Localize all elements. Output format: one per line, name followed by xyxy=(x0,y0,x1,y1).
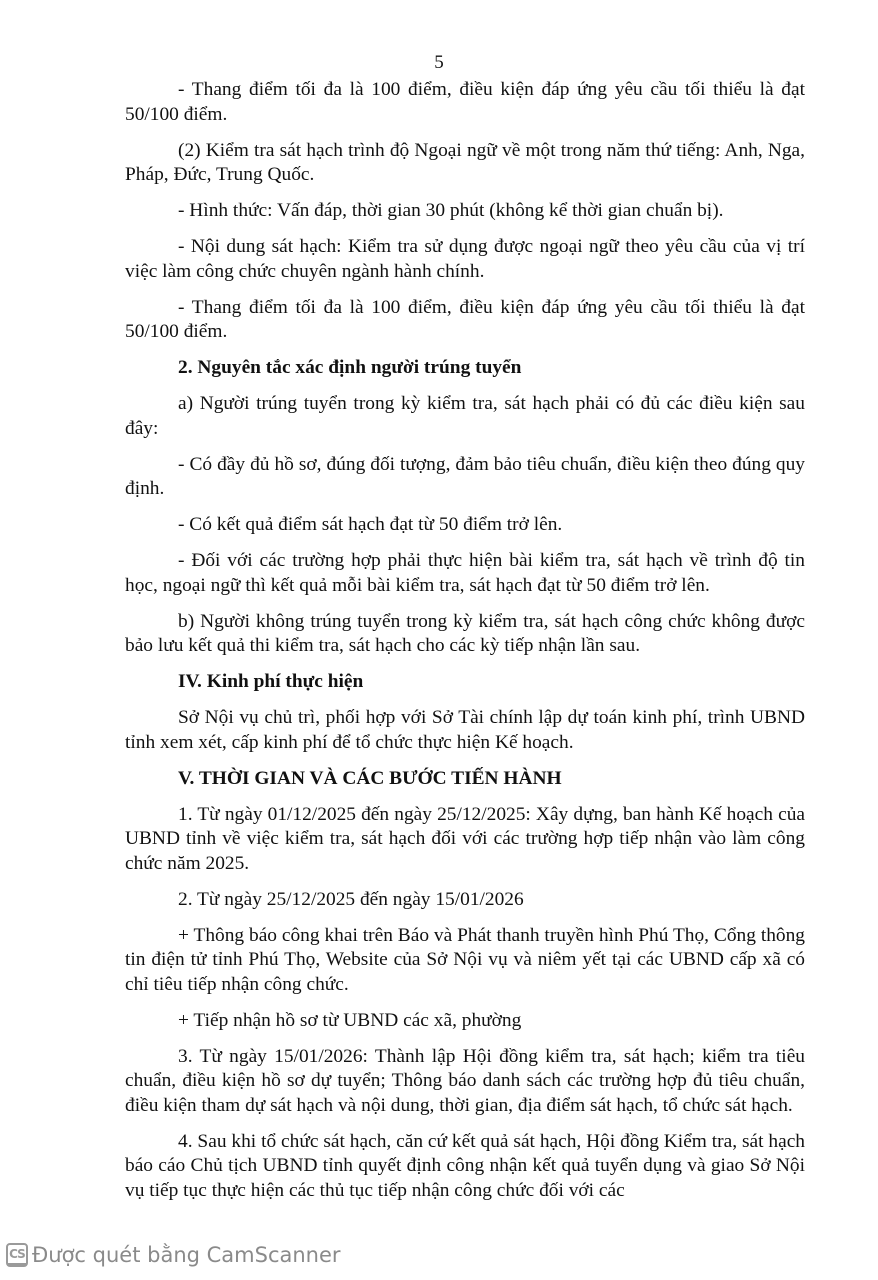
paragraph: - Thang điểm tối đa là 100 điểm, điều kiện đáp ứng yêu cầu tối thiểu là đạt 50/100 điểm. xyxy=(125,79,805,125)
camscanner-watermark xyxy=(6,1243,341,1267)
paragraph: 2. Từ ngày 25/12/2025 đến ngày 15/01/2026 xyxy=(178,888,524,910)
paragraph: + Tiếp nhận hồ sơ từ UBND các xã, phường xyxy=(178,1009,522,1031)
paragraph: 3. Từ ngày 15/01/2026: Thành lập Hội đồng kiểm tra, sát hạch; kiểm tra tiêu chuẩn, điều kiện hồ sơ dự tuyển; Thông báo danh sách các trường hợp đủ tiêu chuẩn, điều kiện tham dự sát hạch và nội dung, thời gian, địa điểm sát hạch, tổ chức sát hạch. xyxy=(125,1045,805,1116)
camscanner-logo-icon: CS xyxy=(6,1243,28,1267)
paragraph: - Thang điểm tối đa là 100 điểm, điều kiện đáp ứng yêu cầu tối thiểu là đạt 50/100 điểm. xyxy=(125,296,805,342)
paragraph: 1. Từ ngày 01/12/2025 đến ngày 25/12/2025: Xây dựng, ban hành Kế hoạch của UBND tỉnh về việc kiểm tra, sát hạch đối với các trường hợp tiếp nhận vào làm công chức năm 2025. xyxy=(125,803,805,874)
paragraph: - Hình thức: Vấn đáp, thời gian 30 phút (không kể thời gian chuẩn bị). xyxy=(178,200,724,221)
paragraph: - Nội dung sát hạch: Kiểm tra sử dụng được ngoại ngữ theo yêu cầu của vị trí việc làm công chức chuyên ngành hành chính. xyxy=(125,236,805,282)
paragraph: Sở Nội vụ chủ trì, phối hợp với Sở Tài chính lập dự toán kinh phí, trình UBND tỉnh xem xét, cấp kinh phí để tổ chức thực hiện Kế hoạch. xyxy=(125,707,805,753)
paragraph: b) Người không trúng tuyển trong kỳ kiểm tra, sát hạch công chức không được bảo lưu kết quả thi kiểm tra, sát hạch cho các kỳ tiếp nhận lần sau. xyxy=(125,610,805,656)
watermark-text: Được quét bằng CamScanner xyxy=(32,1243,341,1267)
paragraph: (2) Kiểm tra sát hạch trình độ Ngoại ngữ về một trong năm thứ tiếng: Anh, Nga, Pháp, Đức, Trung Quốc. xyxy=(125,139,805,185)
paragraph: - Đối với các trường hợp phải thực hiện bài kiểm tra, sát hạch về trình độ tin học, ngoại ngữ thì kết quả mỗi bài kiểm tra, sát hạch đạt từ 50 điểm trở lên. xyxy=(125,550,805,596)
page-number: 5 xyxy=(434,52,444,73)
paragraph: a) Người trúng tuyển trong kỳ kiểm tra, sát hạch phải có đủ các điều kiện sau đây: xyxy=(125,393,805,439)
section-heading: V. THỜI GIAN VÀ CÁC BƯỚC TIẾN HÀNH xyxy=(178,767,562,789)
paragraph: 4. Sau khi tổ chức sát hạch, căn cứ kết quả sát hạch, Hội đồng Kiểm tra, sát hạch báo cáo Chủ tịch UBND tỉnh quyết định công nhận kết quả tuyển dụng và giao Sở Nội vụ tiếp tục thực hiện các thủ tục tiếp nhận công chức đối với các xyxy=(125,1130,805,1201)
paragraph: - Có đầy đủ hồ sơ, đúng đối tượng, đảm bảo tiêu chuẩn, điều kiện theo đúng quy định. xyxy=(125,453,805,499)
section-heading: IV. Kinh phí thực hiện xyxy=(178,671,364,692)
paragraph: - Có kết quả điểm sát hạch đạt từ 50 điểm trở lên. xyxy=(178,514,563,535)
document-body xyxy=(125,78,805,1215)
paragraph: + Thông báo công khai trên Báo và Phát thanh truyền hình Phú Thọ, Cổng thông tin điện tử tỉnh Phú Thọ, Website của Sở Nội vụ và niêm yết tại các UBND cấp xã có chỉ tiêu tiếp nhận công chức. xyxy=(125,924,805,995)
section-heading: 2. Nguyên tắc xác định người trúng tuyển xyxy=(178,357,522,378)
